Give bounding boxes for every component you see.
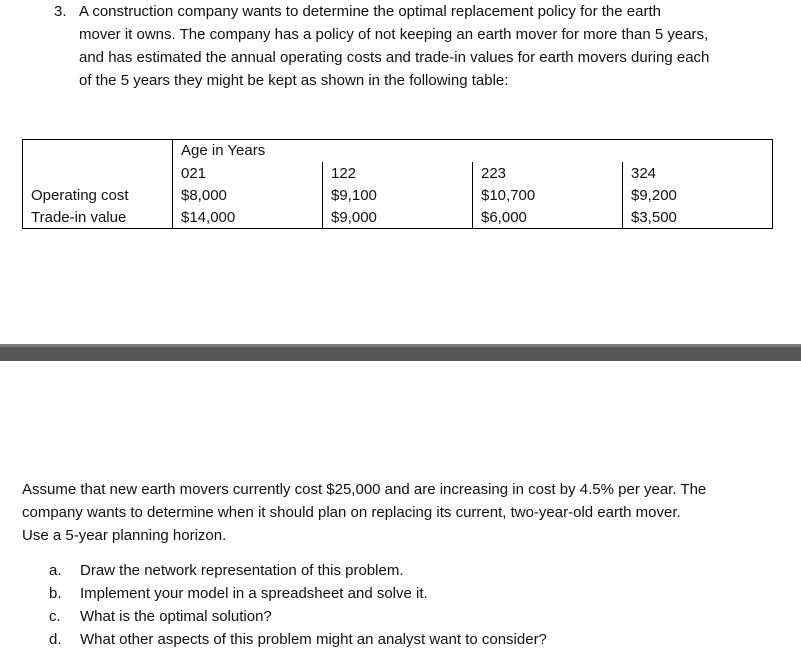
- age-row: [23, 162, 773, 185]
- list-item: [49, 628, 769, 651]
- question-line: A construction company wants to determine the optimal replacement policy for the earth: [79, 3, 661, 20]
- cost-table: [22, 139, 773, 229]
- row-label-operating-cost: Operating cost: [23, 185, 173, 207]
- table-header-blank: [473, 140, 623, 162]
- table-cell: $3,500: [623, 207, 773, 229]
- part-text: Implement your model in a spreadsheet and solve it.: [80, 585, 428, 602]
- part-letter: d.: [49, 631, 62, 648]
- table-row: [23, 207, 773, 229]
- table-cell: $10,700: [473, 185, 623, 207]
- table-cell: $6,000: [473, 207, 623, 229]
- age-cell: 021: [173, 162, 323, 185]
- table-cell: $9,200: [623, 185, 773, 207]
- table-header-blank: [623, 140, 773, 162]
- row-label-trade-in-value: Trade-in value: [23, 207, 173, 229]
- part-text: Draw the network representation of this problem.: [80, 562, 404, 579]
- table-cell: $8,000: [173, 185, 323, 207]
- question-line: mover it owns. The company has a policy of not keeping an earth mover for more than 5 years,: [79, 26, 709, 43]
- age-cell: 324: [623, 162, 773, 185]
- part-text: What other aspects of this problem might an analyst want to consider?: [80, 631, 547, 648]
- part-letter: c.: [49, 608, 61, 625]
- age-header-cell: Age in Years: [173, 140, 323, 162]
- assumption-line: Assume that new earth movers currently cost $25,000 and are increasing in cost by 4.5% per year. The: [22, 481, 707, 498]
- assumption-text: [22, 478, 792, 547]
- list-item: [49, 605, 769, 628]
- table-row-label-blank: [23, 162, 173, 185]
- age-cell: 122: [323, 162, 473, 185]
- part-letter: a.: [49, 562, 62, 579]
- part-text: What is the optimal solution?: [80, 608, 272, 625]
- table-row: [23, 185, 773, 207]
- table-cell: $14,000: [173, 207, 323, 229]
- assumption-line: Use a 5-year planning horizon.: [22, 527, 227, 544]
- list-item: [49, 582, 769, 605]
- age-cell: 223: [473, 162, 623, 185]
- question-line: of the 5 years they might be kept as shown in the following table:: [79, 72, 509, 89]
- table-corner-cell: [23, 140, 173, 162]
- section-divider-highlight: [0, 344, 801, 347]
- question-text: [79, 0, 779, 92]
- table-cell: $9,100: [323, 185, 473, 207]
- assumption-line: company wants to determine when it should plan on replacing its current, two-year-old earth mover.: [22, 504, 681, 521]
- question-parts-list: [49, 559, 769, 651]
- table-header-row: [23, 140, 773, 162]
- table-header-blank: [323, 140, 473, 162]
- table-cell: $9,000: [323, 207, 473, 229]
- question-line: and has estimated the annual operating costs and trade-in values for earth movers during each: [79, 49, 710, 66]
- part-letter: b.: [49, 585, 62, 602]
- question-number: 3.: [54, 3, 67, 20]
- list-item: [49, 559, 769, 582]
